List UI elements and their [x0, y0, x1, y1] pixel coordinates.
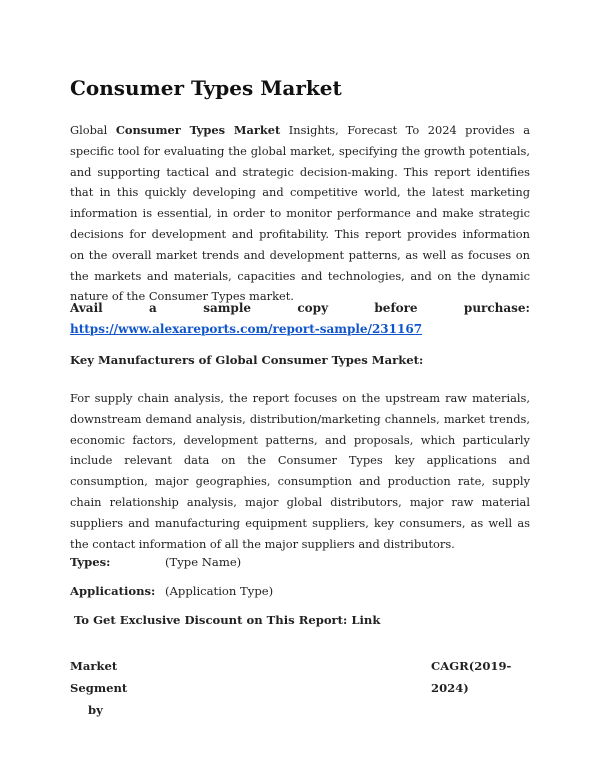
table-header-market-segment [70, 655, 160, 721]
table-col1-line2 [70, 677, 160, 721]
sample-link[interactable]: https://www.alexareports.com/report-sample/231167 [70, 321, 423, 336]
applications-row [70, 584, 273, 598]
table-header-cagr [431, 655, 511, 699]
discount-text: To Get Exclusive Discount on This Report: Link [74, 613, 381, 627]
sample-paragraph [70, 298, 530, 340]
table-col2-line1 [431, 655, 512, 677]
intro-lead: Global [70, 123, 116, 137]
applications-label: Applications: [70, 584, 156, 598]
table-col2-cagr: CAGR [431, 659, 469, 673]
table-col1-line1: Market [70, 659, 118, 673]
supply-chain-paragraph: For supply chain analysis, the report focuses on the upstream raw materials, downstream demand analysis, distribution/marketing channels, market trends, economic factors, development patterns, and proposals, which particularly include relevant data on the Consumer Types key applications and consumption, major geographies, consumption and production rate, supply chain relationship analysis, major global distributors, major raw material suppliers and manufacturing equipment suppliers, key consumers, as well as the contact information of all the major suppliers and distributors. [70, 391, 530, 551]
page-title: Consumer Types Market [70, 76, 342, 100]
applications-value: (Application Type) [165, 584, 274, 598]
types-value: (Type Name) [165, 555, 242, 569]
table-col2-line2: 2024) [431, 681, 469, 695]
manufacturers-heading: Key Manufacturers of Global Consumer Types Market: [70, 353, 424, 367]
types-row [70, 555, 241, 569]
types-label: Types: [70, 555, 111, 569]
sample-label: Avail a sample copy before purchase: [70, 301, 530, 315]
table-col1-segment: Segment [70, 681, 128, 695]
table-col1-by: by [88, 703, 103, 717]
intro-paragraph [70, 120, 530, 307]
table-col2-years-start: (2019- [468, 659, 512, 673]
intro-rest: Insights, Forecast To 2024 provides a specific tool for evaluating the global market, specifying the growth potentials, and supporting tactical and strategic decision-making. This report identifies that in this quickly developing and competitive world, the latest marketing information is essential, in order to monitor performance and make strategic decisions for development and profitability. This report provides information on the overall market trends and development patterns, as well as focuses on the markets and materials, capacities and technologies, and on the dynamic nature of the Consumer Types market. [70, 123, 530, 304]
intro-emphasis: Consumer Types Market [115, 123, 281, 137]
